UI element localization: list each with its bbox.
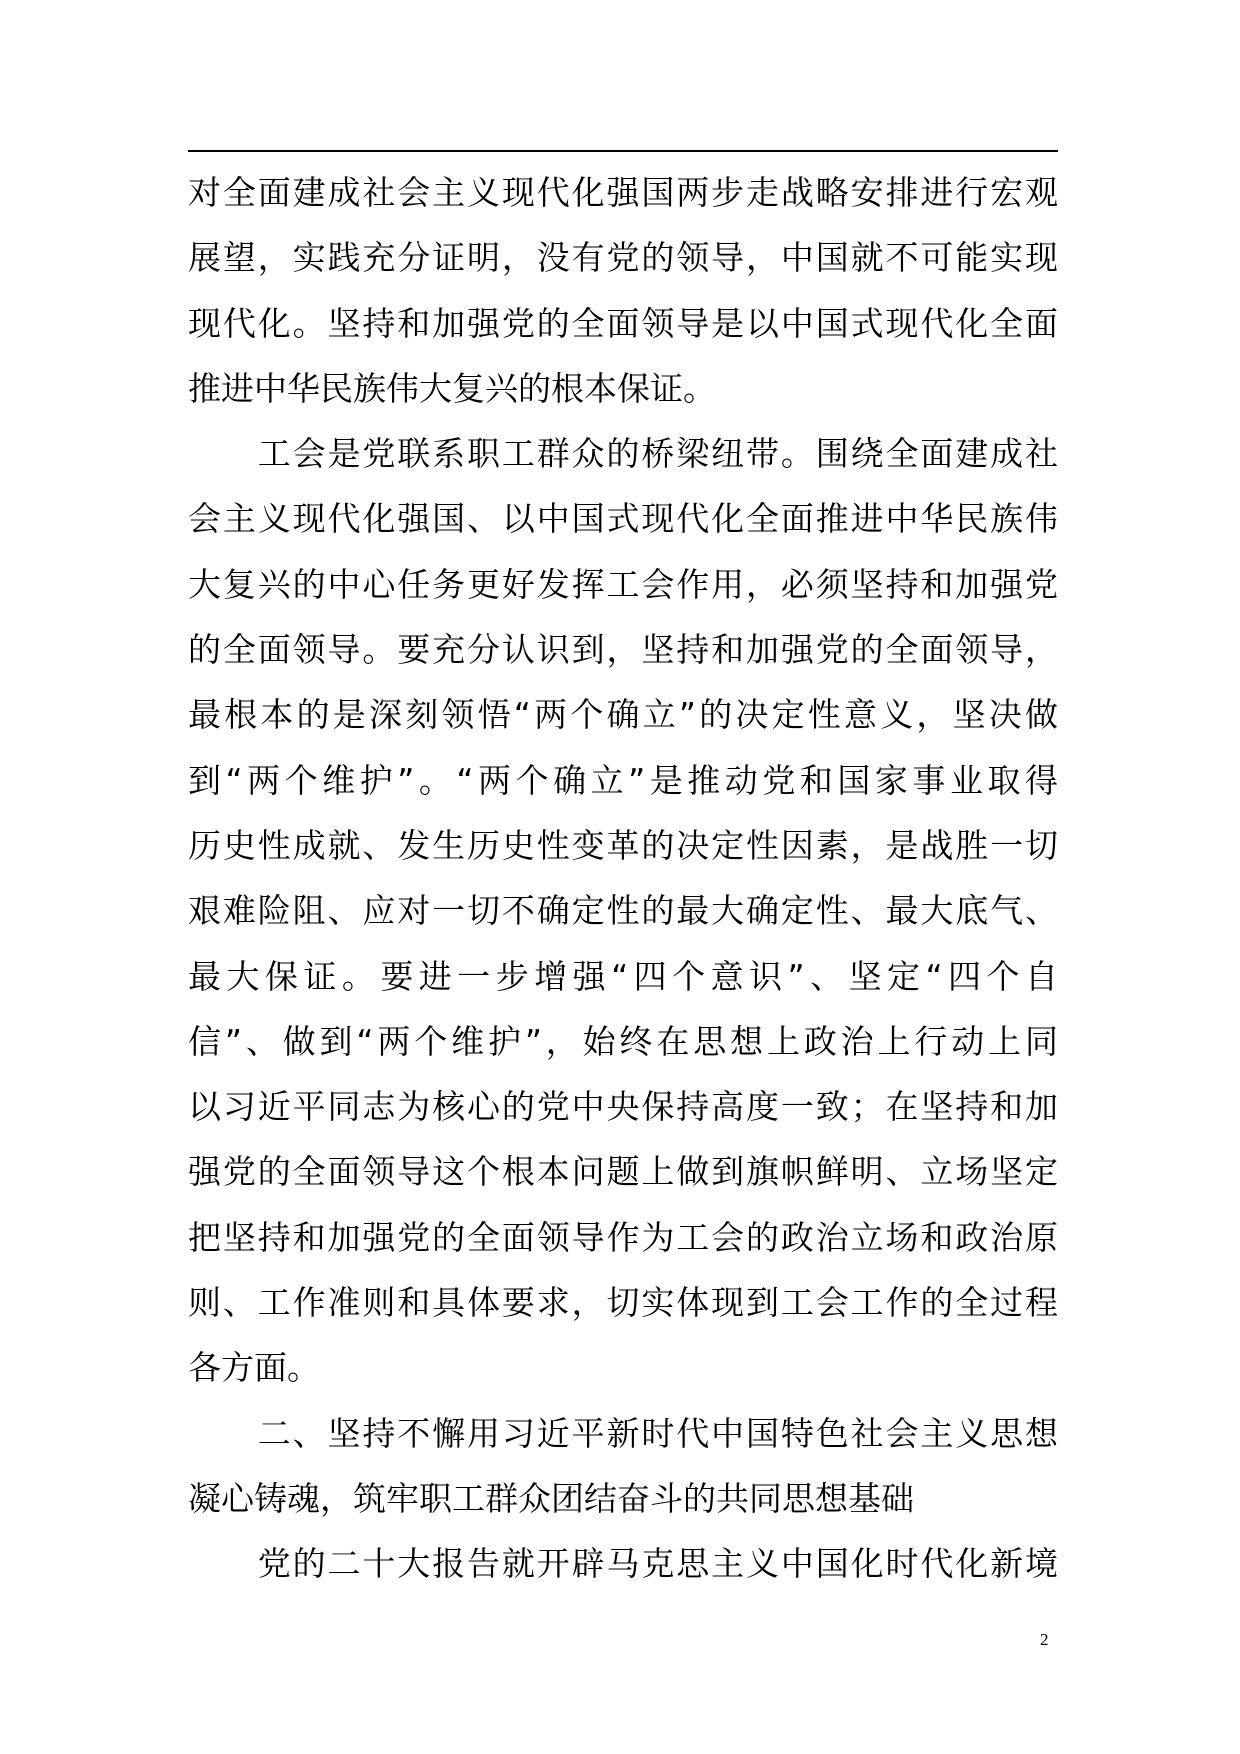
text-line: 强党的全面领导这个根本问题上做到旗帜鲜明、立场坚定 xyxy=(188,1152,1058,1192)
text-line: 的全面领导。要充分认识到，坚持和加强党的全面领导， xyxy=(188,630,1058,670)
text-line: 艰难险阻、应对一切不确定性的最大确定性、最大底气、 xyxy=(188,891,1058,931)
text-line: 对全面建成社会主义现代化强国两步走战略安排进行宏观 xyxy=(188,173,1058,212)
text-line: 推进中华民族伟大复兴的根本保证。 xyxy=(188,368,716,408)
text-line: 到“两个维护”。“两个确立”是推动党和国家事业取得 xyxy=(188,760,1058,800)
header-rule xyxy=(188,150,1058,152)
text-line: 展望，实践充分证明，没有党的领导，中国就不可能实现 xyxy=(188,238,1058,278)
text-line: 最根本的是深刻领悟“两个确立”的决定性意义，坚决做 xyxy=(188,695,1058,735)
section-heading-line: 二、坚持不懈用习近平新时代中国特色社会主义思想 xyxy=(188,1413,1058,1453)
text-line: 则、工作准则和具体要求，切实体现到工会工作的全过程 xyxy=(188,1283,1058,1323)
text-line: 历史性成就、发生历史性变革的决定性因素，是战胜一切 xyxy=(188,825,1058,865)
text-line: 以习近平同志为核心的党中央保持高度一致；在坚持和加 xyxy=(188,1087,1058,1127)
text-line: 各方面。 xyxy=(188,1348,320,1388)
text-line: 信”、做到“两个维护”，始终在思想上政治上行动上同 xyxy=(188,1021,1058,1061)
text-line: 党的二十大报告就开辟马克思主义中国化时代化新境 xyxy=(188,1544,1058,1584)
text-line: 现代化。坚持和加强党的全面领导是以中国式现代化全面 xyxy=(188,303,1058,343)
page-number: 2 xyxy=(1040,1630,1049,1649)
text-line: 工会是党联系职工群众的桥梁纽带。围绕全面建成社 xyxy=(188,434,1058,474)
body-text xyxy=(188,160,1058,1597)
text-line: 把坚持和加强党的全面领导作为工会的政治立场和政治原 xyxy=(188,1217,1058,1257)
text-line: 大复兴的中心任务更好发挥工会作用，必须坚持和加强党 xyxy=(188,564,1058,604)
text-line: 会主义现代化强国、以中国式现代化全面推进中华民族伟 xyxy=(188,499,1058,539)
text-line: 最大保证。要进一步增强“四个意识”、坚定“四个自 xyxy=(188,956,1058,996)
section-heading-line: 凝心铸魂，筑牢职工群众团结奋斗的共同思想基础 xyxy=(188,1478,914,1518)
